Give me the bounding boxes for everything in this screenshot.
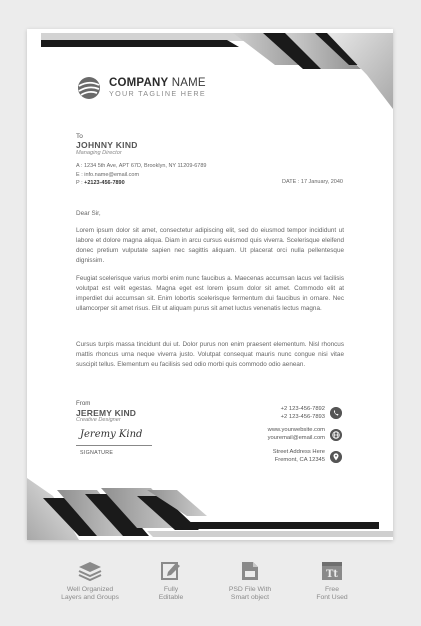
contact-email: youremail@email.com [267,434,325,441]
paragraph-3: Cursus turpis massa tincidunt dui ut. Dolor purus non enim praesent elementum. Nisl rhoncus mattis rhoncus urna neque viverra justo. Volutpat consequat mauris nunc congue nisi vitae suscipit tellus. Elementum eu facilisis sed odio morbi quis commodo odio aenean. [76,341,344,368]
feature-editable [126,560,216,602]
letterhead-sheet [27,29,393,540]
contact-phone-1: +2 123-456-7892 [280,406,325,412]
feature-psd-line1: PSD File With [228,586,272,593]
location-pin-icon [330,451,342,463]
feature-editable-line1: Fully [163,586,179,593]
signature-line [76,445,152,446]
contact-website: www.yourwebsite.com [267,427,325,433]
feature-editable-line2: Editable [158,594,184,602]
from-label: From [76,400,91,407]
phone-number: +2123-456-7890 [84,180,125,186]
sender-name: JEREMY KIND [76,408,137,418]
layers-icon [77,560,103,582]
feature-layers-label [45,586,135,602]
signature: Jeremy Kind [80,429,143,440]
recipient-phone [76,180,125,186]
svg-text:Tt: Tt [325,569,339,580]
salutation: Dear Sir, [76,210,101,217]
paragraph-2: Feugiat scelerisque varius morbi enim nunc faucibus a. Maecenas accumsan lacus vel facilisis volutpat est velit egestas. Magna eget est lorem ipsum dolor sit amet. Commodo elit at imperdiet dui accumsan sit. Enim lobortis scelerisque fermentum dui faucibus in ornare. Nec ullamcorper sit amet risus. Elit ut aliquam purus sit amet luctus venenatis lectus magna. [76,275,344,312]
company-logo-icon [77,76,101,100]
company-tagline: YOUR TAGLINE HERE [109,89,206,98]
letter-date: DATE : 17 January, 2040 [282,179,343,185]
globe-icon [330,429,342,441]
contact-phone-2: +2 123-456-7893 [280,413,325,420]
feature-layers-line2: Layers and Groups [61,594,119,602]
feature-layers [45,560,135,602]
contact-web [268,427,325,442]
to-label: To [76,133,83,140]
feature-font-line2: Font Used [316,594,348,602]
features-row [0,560,421,610]
feature-psd [205,560,295,602]
footer-decoration [27,478,393,540]
feature-psd-label [205,586,295,602]
company-name-light: NAME [171,77,206,89]
contact-address [273,449,325,464]
psd-file-icon [237,560,263,582]
contact-city: Fremont, CA 12345 [274,456,325,463]
recipient-role: Managing Director [76,150,122,156]
feature-font-line1: Free [325,586,339,593]
feature-font-label [287,586,377,602]
paragraph-1: Lorem ipsum dolor sit amet, consectetur adipiscing elit, sed do eiusmod tempor incididunt ut labore et dolore magna aliqua. Diam in arcu cursus euismod quis viverra. Scelerisque eleifend donec pretium vulputate sapien nec sagittis aliquam. Ut placerat orci nulla pellentesque dignissim. [76,227,344,264]
feature-psd-line2: Smart object [230,594,270,602]
phone-prefix: P : [76,180,85,186]
feature-font [287,560,377,602]
contact-phones [281,406,325,421]
phone-icon [330,407,342,419]
company-name-bold: COMPANY [109,77,169,89]
company-name [109,77,206,89]
recipient-email: E : info.name@email.com [76,172,140,178]
sender-role: Creative Designer [76,417,121,423]
font-icon [319,560,345,582]
recipient-address: A : 1234 5th Ave, APT 67D, Brooklyn, NY 11209-6789 [76,163,207,169]
edit-icon [158,560,184,582]
recipient-name: JOHNNY KIND [76,140,138,150]
signature-label: SIGNATURE [80,450,114,456]
contact-street: Street Address Here [272,449,325,455]
feature-layers-line1: Well Organized [66,586,114,593]
feature-editable-label [126,586,216,602]
